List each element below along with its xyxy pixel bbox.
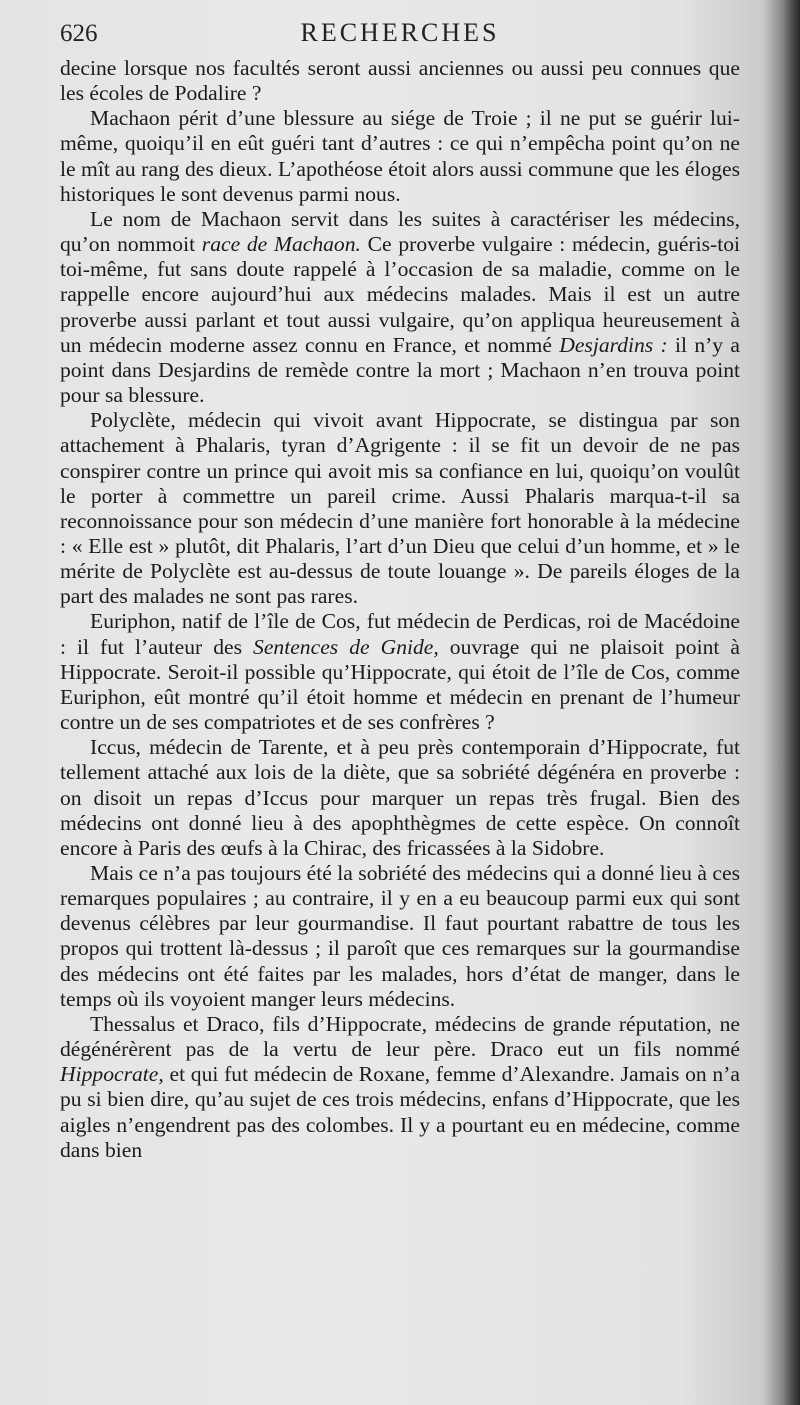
paragraph: [60, 609, 740, 735]
text-run: Le nom de Machaon servit dans les suites à caractériser les médecins, qu’on nommoit: [60, 206, 740, 257]
paragraph: [60, 861, 740, 1012]
text-run: Polyclète, médecin qui vivoit avant Hippocrate, se distingua par son attachement à Phalaris, tyran d’Agrigente : il se fit un devoir de ne pas conspirer contre un prince qui avoit mis sa confiance en lui, quoiqu’on voulût le porter à commettre un pareil crime. Aussi Phalaris marqua-t-il sa reconnoissance pour son médecin d’une manière fort honorable à la médecine : « Elle est » plutôt, dit Phalaris, l’art d’un Dieu que celui d’un homme, et » le mérite de Polyclète est au-dessus de toute louange ». De pareils éloges de la part des malades ne sont pas rares.: [60, 408, 740, 609]
text-run: Ce proverbe vulgaire : médecin, guéris-toi toi-même, fut sans doute rappelé à l’occasion de sa maladie, comme on le rappelle encore aujourd’hui aux médecins malades. Mais il est un autre proverbe aussi parlant et tout aussi vulgaire, qu’on appliqua heureusement à un médecin moderne assez connu en France, et nommé: [60, 232, 740, 357]
text-run: Iccus, médecin de Tarente, et à peu près contemporain d’Hippocrate, fut tellement attaché aux lois de la diète, que sa sobriété dégénéra en proverbe : on disoit un repas d’Iccus pour marquer un repas très frugal. Bien des médecins ont donné lieu à des apophthègmes de cette espèce. On connoît encore à Paris des œufs à la Chirac, des fricassées à la Sidobre.: [60, 735, 740, 860]
paragraph: [60, 106, 740, 207]
paragraph: [60, 408, 740, 609]
text-run: ouvrage qui ne plaisoit point à Hippocrate. Seroit-il possible qu’Hippocrate, qui étoit de l’île de Cos, comme Euriphon, eût montré qu’il étoit homme et médecin en prenant de l’humeur contre un de ses compatriotes et de ses confrères ?: [60, 634, 741, 735]
text-run: il n’y a point dans Desjardins de remède contre la mort ; Machaon n’en trouva point pour sa blessure.: [60, 332, 740, 408]
text-run: Euriphon, natif de l’île de Cos, fut médecin de Perdicas, roi de Macédoine : il fut l’auteur des: [60, 609, 740, 659]
italic-text: race de Machaon.: [201, 232, 361, 257]
text-run: Mais ce n’a pas toujours été la sobriété des médecins qui a donné lieu à ces remarques populaires ; au contraire, il y en a eu beaucoup parmi eux qui sont devenus célèbres par leur gourmandise. Il faut pourtant rabattre de tous les propos qui trottent là-dessus ; il paroît que ces remarques sur la gourmandise des médecins ont été faites par les malades, hors d’état de manger, dans le temps où ils voyoient manger leurs médecins.: [60, 861, 740, 1011]
text-run: Thessalus et Draco, fils d’Hippocrate, médecins de grande réputation, ne dégénérèrent pas de la vertu de leur père. Draco eut un fils nommé: [60, 1011, 740, 1062]
paragraph: [60, 735, 740, 861]
page-header: [60, 18, 740, 52]
text-run: Machaon périt d’une blessure au siége de Troie ; il ne put se guérir lui-même, quoiqu’il en eût guéri tant d’autres : ce qui n’empêcha point qu’on ne le mît au rang des dieux. L’apothéose étoit alors aussi commune que les éloges historiques le sont devenus parmi nous.: [60, 106, 740, 206]
text-run: decine lorsque nos facultés seront aussi anciennes ou aussi peu connues que les écoles de Podalire ?: [60, 56, 740, 106]
italic-text: Desjardins :: [559, 332, 668, 357]
paragraph: [60, 207, 740, 408]
paragraph: [60, 56, 740, 106]
italic-text: Hippocrate,: [60, 1062, 164, 1087]
paragraph: [60, 1012, 740, 1163]
body-text: [60, 56, 740, 1163]
page-spine-shadow: [762, 0, 800, 1405]
page-number: 626: [60, 20, 98, 47]
running-head: RECHERCHES: [300, 18, 500, 47]
italic-text: Sentences de Gnide,: [253, 634, 439, 659]
text-run: et qui fut médecin de Roxane, femme d’Alexandre. Jamais on n’a pu si bien dire, qu’au sujet de ces trois médecins, enfans d’Hippocrate, que les aigles n’engendrent pas des colombes. Il y a pourtant eu en médecine, comme dans bien: [60, 1062, 740, 1162]
